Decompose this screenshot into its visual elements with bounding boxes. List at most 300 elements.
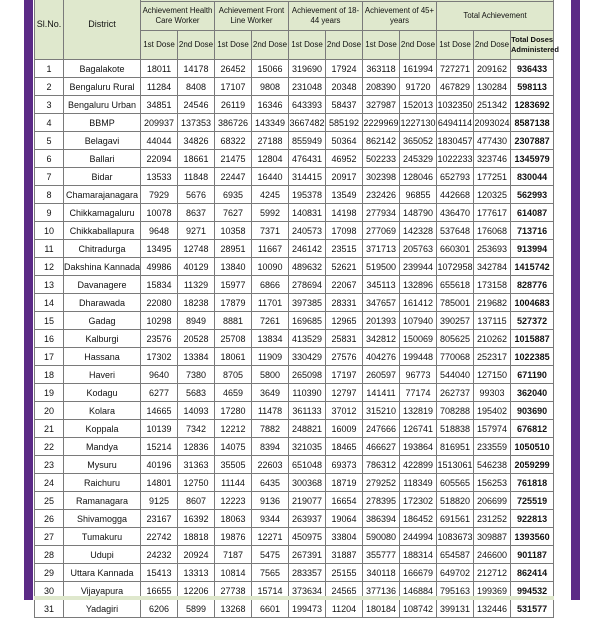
- cell-district: Bidar: [64, 168, 141, 186]
- cell-flw-second: 5475: [252, 546, 289, 564]
- cell-hcw-second: 34826: [178, 132, 215, 150]
- cell-slno: 18: [35, 366, 64, 384]
- cell-age18-second: 18719: [326, 474, 363, 492]
- cell-hcw-second: 18661: [178, 150, 215, 168]
- cell-hcw-second: 18238: [178, 294, 215, 312]
- cell-age45-first: 315210: [363, 402, 400, 420]
- cell-hcw-second: 8637: [178, 204, 215, 222]
- cell-flw-first: 7627: [215, 204, 252, 222]
- cell-age45-first: 180184: [363, 600, 400, 618]
- table-row: [35, 510, 554, 528]
- cell-flw-first: 14075: [215, 438, 252, 456]
- cell-flw-second: 5800: [252, 366, 289, 384]
- table-row: [35, 402, 554, 420]
- cell-hcw-first: 6206: [141, 600, 178, 618]
- cell-hcw-first: 6277: [141, 384, 178, 402]
- cell-flw-first: 17280: [215, 402, 252, 420]
- cell-age18-first: 248821: [289, 420, 326, 438]
- group-total-achievement: Total Achievement: [437, 2, 554, 31]
- cell-total-first: 1513061: [437, 456, 474, 474]
- cell-district: Koppala: [64, 420, 141, 438]
- cell-hcw-second: 11848: [178, 168, 215, 186]
- cell-district: Chamarajanagara: [64, 186, 141, 204]
- cell-age18-second: 11204: [326, 600, 363, 618]
- cell-flw-second: 22603: [252, 456, 289, 474]
- cell-total-second: 120325: [474, 186, 511, 204]
- cell-total-doses: 2307887: [511, 132, 554, 150]
- cell-hcw-second: 5899: [178, 600, 215, 618]
- cell-total-second: 127150: [474, 366, 511, 384]
- cell-hcw-second: 11329: [178, 276, 215, 294]
- cell-age45-first: 862142: [363, 132, 400, 150]
- cell-slno: 8: [35, 186, 64, 204]
- cell-hcw-second: 8607: [178, 492, 215, 510]
- cell-hcw-second: 12836: [178, 438, 215, 456]
- cell-age18-first: 319690: [289, 60, 326, 78]
- cell-total-doses: 531577: [511, 600, 554, 618]
- cell-age45-first: 355777: [363, 546, 400, 564]
- cell-district: Uttara Kannada: [64, 564, 141, 582]
- cell-age18-first: 110390: [289, 384, 326, 402]
- cell-hcw-second: 5676: [178, 186, 215, 204]
- cell-age45-second: 1227130: [400, 114, 437, 132]
- table-row: [35, 366, 554, 384]
- cell-hcw-first: 10298: [141, 312, 178, 330]
- cell-age18-second: 50364: [326, 132, 363, 150]
- cell-flw-first: 10814: [215, 564, 252, 582]
- cell-flw-first: 25708: [215, 330, 252, 348]
- cell-hcw-second: 7342: [178, 420, 215, 438]
- cell-flw-first: 21475: [215, 150, 252, 168]
- cell-total-first: 518838: [437, 420, 474, 438]
- group-18-44-years: Achievement of 18-44 years: [289, 2, 363, 31]
- cell-flw-first: 12212: [215, 420, 252, 438]
- cell-flw-first: 19876: [215, 528, 252, 546]
- cell-age18-second: 33804: [326, 528, 363, 546]
- cell-flw-first: 15977: [215, 276, 252, 294]
- cell-age18-second: 16009: [326, 420, 363, 438]
- table-row: [35, 564, 554, 582]
- cell-flw-second: 11478: [252, 402, 289, 420]
- cell-total-second: 246600: [474, 546, 511, 564]
- cell-age18-first: 278694: [289, 276, 326, 294]
- cell-age18-second: 52621: [326, 258, 363, 276]
- cell-slno: 25: [35, 492, 64, 510]
- cell-total-first: 1083673: [437, 528, 474, 546]
- cell-age18-first: 373634: [289, 582, 326, 600]
- cell-hcw-second: 7380: [178, 366, 215, 384]
- cell-slno: 5: [35, 132, 64, 150]
- cell-flw-first: 11144: [215, 474, 252, 492]
- vaccination-table-container: [34, 0, 559, 614]
- cell-total-first: 544040: [437, 366, 474, 384]
- cell-hcw-first: 9125: [141, 492, 178, 510]
- cell-total-first: 442668: [437, 186, 474, 204]
- cell-hcw-first: 17302: [141, 348, 178, 366]
- table-row: [35, 474, 554, 492]
- cell-age45-first: 278395: [363, 492, 400, 510]
- cell-total-second: 156253: [474, 474, 511, 492]
- total-doses-header: Total Doses Administered: [511, 31, 554, 60]
- first-dose-header: 1st Dose: [363, 31, 400, 60]
- cell-hcw-first: 14801: [141, 474, 178, 492]
- cell-total-doses: 1393560: [511, 528, 554, 546]
- cell-hcw-first: 24232: [141, 546, 178, 564]
- table-row: [35, 132, 554, 150]
- second-dose-header: 2nd Dose: [474, 31, 511, 60]
- cell-total-first: 1830457: [437, 132, 474, 150]
- cell-total-second: 206699: [474, 492, 511, 510]
- table-row: [35, 384, 554, 402]
- cell-flw-second: 12271: [252, 528, 289, 546]
- cell-flw-second: 4245: [252, 186, 289, 204]
- table-row: [35, 258, 554, 276]
- cell-district: Udupi: [64, 546, 141, 564]
- cell-flw-second: 6601: [252, 600, 289, 618]
- cell-total-second: 253693: [474, 240, 511, 258]
- cell-flw-second: 5992: [252, 204, 289, 222]
- cell-total-doses: 1015887: [511, 330, 554, 348]
- first-dose-header: 1st Dose: [289, 31, 326, 60]
- cell-total-second: 219682: [474, 294, 511, 312]
- cell-flw-second: 6866: [252, 276, 289, 294]
- cell-district: Kodagu: [64, 384, 141, 402]
- cell-age45-first: 371713: [363, 240, 400, 258]
- table-body: [35, 60, 554, 618]
- cell-age45-second: 365052: [400, 132, 437, 150]
- cell-hcw-first: 23167: [141, 510, 178, 528]
- cell-total-second: 173158: [474, 276, 511, 294]
- left-border-strip: [24, 0, 33, 600]
- cell-age45-second: 132896: [400, 276, 437, 294]
- cell-total-first: 399131: [437, 600, 474, 618]
- cell-age45-second: 128046: [400, 168, 437, 186]
- cell-total-doses: 922813: [511, 510, 554, 528]
- cell-age45-second: 172302: [400, 492, 437, 510]
- table-row: [35, 114, 554, 132]
- cell-age45-first: 277934: [363, 204, 400, 222]
- cell-district: Dharawada: [64, 294, 141, 312]
- cell-total-doses: 671190: [511, 366, 554, 384]
- cell-age45-first: 302398: [363, 168, 400, 186]
- cell-total-second: 252317: [474, 348, 511, 366]
- cell-age18-first: 265098: [289, 366, 326, 384]
- cell-age18-second: 58437: [326, 96, 363, 114]
- cell-district: Bagalakote: [64, 60, 141, 78]
- cell-age45-second: 150069: [400, 330, 437, 348]
- group-front-line-worker: Achievement Front Line Worker: [215, 2, 289, 31]
- cell-age18-first: 300368: [289, 474, 326, 492]
- cell-flw-second: 7565: [252, 564, 289, 582]
- cell-hcw-first: 10078: [141, 204, 178, 222]
- cell-total-second: 477430: [474, 132, 511, 150]
- cell-total-first: 785001: [437, 294, 474, 312]
- cell-flw-first: 18063: [215, 510, 252, 528]
- cell-age18-second: 20917: [326, 168, 363, 186]
- cell-hcw-first: 11284: [141, 78, 178, 96]
- cell-age18-first: 3667482: [289, 114, 326, 132]
- cell-total-second: 342784: [474, 258, 511, 276]
- cell-hcw-first: 15834: [141, 276, 178, 294]
- cell-age45-second: 205763: [400, 240, 437, 258]
- cell-age18-first: 397385: [289, 294, 326, 312]
- cell-district: Chikkamagaluru: [64, 204, 141, 222]
- cell-age18-first: 321035: [289, 438, 326, 456]
- cell-total-second: 199369: [474, 582, 511, 600]
- cell-age18-second: 23515: [326, 240, 363, 258]
- cell-age45-first: 345113: [363, 276, 400, 294]
- cell-flw-first: 28951: [215, 240, 252, 258]
- cell-total-doses: 725519: [511, 492, 554, 510]
- cell-slno: 16: [35, 330, 64, 348]
- cell-total-doses: 676812: [511, 420, 554, 438]
- cell-age18-second: 22067: [326, 276, 363, 294]
- cell-age45-second: 118349: [400, 474, 437, 492]
- cell-age45-second: 245329: [400, 150, 437, 168]
- cell-total-doses: 1415742: [511, 258, 554, 276]
- cell-total-second: 210262: [474, 330, 511, 348]
- cell-total-second: 177617: [474, 204, 511, 222]
- cell-age45-first: 141411: [363, 384, 400, 402]
- cell-hcw-first: 18011: [141, 60, 178, 78]
- cell-age18-first: 246142: [289, 240, 326, 258]
- cell-flw-second: 15066: [252, 60, 289, 78]
- cell-total-doses: 1004683: [511, 294, 554, 312]
- cell-age45-second: 161994: [400, 60, 437, 78]
- cell-total-second: 176068: [474, 222, 511, 240]
- first-dose-header: 1st Dose: [437, 31, 474, 60]
- cell-hcw-first: 15214: [141, 438, 178, 456]
- cell-district: Mysuru: [64, 456, 141, 474]
- cell-age18-second: 18465: [326, 438, 363, 456]
- cell-total-doses: 913994: [511, 240, 554, 258]
- cell-flw-first: 12223: [215, 492, 252, 510]
- cell-slno: 12: [35, 258, 64, 276]
- cell-flw-second: 7371: [252, 222, 289, 240]
- cell-slno: 2: [35, 78, 64, 96]
- cell-slno: 24: [35, 474, 64, 492]
- cell-total-doses: 1345979: [511, 150, 554, 168]
- cell-district: Yadagiri: [64, 600, 141, 618]
- cell-district: Haveri: [64, 366, 141, 384]
- cell-age45-first: 590080: [363, 528, 400, 546]
- cell-age18-first: 413529: [289, 330, 326, 348]
- cell-total-second: 233559: [474, 438, 511, 456]
- cell-flw-first: 7187: [215, 546, 252, 564]
- cell-age45-second: 188314: [400, 546, 437, 564]
- cell-age45-first: 466627: [363, 438, 400, 456]
- cell-hcw-first: 44044: [141, 132, 178, 150]
- cell-age18-second: 25831: [326, 330, 363, 348]
- cell-age45-second: 142328: [400, 222, 437, 240]
- first-dose-header: 1st Dose: [215, 31, 252, 60]
- cell-age45-first: 502233: [363, 150, 400, 168]
- cell-total-second: 2093024: [474, 114, 511, 132]
- cell-district: Kalburgi: [64, 330, 141, 348]
- cell-age18-first: 263937: [289, 510, 326, 528]
- cell-flw-second: 11701: [252, 294, 289, 312]
- cell-age45-first: 347657: [363, 294, 400, 312]
- cell-district: Bengaluru Urban: [64, 96, 141, 114]
- cell-age45-first: 519500: [363, 258, 400, 276]
- cell-total-first: 605565: [437, 474, 474, 492]
- cell-age45-first: 208390: [363, 78, 400, 96]
- cell-hcw-second: 12206: [178, 582, 215, 600]
- cell-flw-second: 7261: [252, 312, 289, 330]
- cell-age45-first: 260597: [363, 366, 400, 384]
- cell-age18-first: 489632: [289, 258, 326, 276]
- cell-slno: 26: [35, 510, 64, 528]
- cell-hcw-first: 7929: [141, 186, 178, 204]
- cell-age18-first: 267391: [289, 546, 326, 564]
- cell-flw-second: 143349: [252, 114, 289, 132]
- cell-age18-second: 31887: [326, 546, 363, 564]
- cell-age45-second: 108742: [400, 600, 437, 618]
- cell-slno: 11: [35, 240, 64, 258]
- cell-hcw-second: 31363: [178, 456, 215, 474]
- cell-age18-second: 37012: [326, 402, 363, 420]
- cell-age18-second: 17924: [326, 60, 363, 78]
- cell-flw-first: 68322: [215, 132, 252, 150]
- cell-age18-second: 19064: [326, 510, 363, 528]
- table-row: [35, 222, 554, 240]
- cell-slno: 9: [35, 204, 64, 222]
- cell-age45-first: 279252: [363, 474, 400, 492]
- cell-flw-first: 35505: [215, 456, 252, 474]
- cell-age45-second: 239944: [400, 258, 437, 276]
- cell-total-doses: 828776: [511, 276, 554, 294]
- cell-total-first: 816951: [437, 438, 474, 456]
- cell-flw-second: 11909: [252, 348, 289, 366]
- table-row: [35, 438, 554, 456]
- cell-age45-first: 404276: [363, 348, 400, 366]
- cell-total-second: 309887: [474, 528, 511, 546]
- table-row: [35, 168, 554, 186]
- cell-age18-second: 17197: [326, 366, 363, 384]
- cell-flw-second: 11667: [252, 240, 289, 258]
- cell-flw-second: 8394: [252, 438, 289, 456]
- cell-age18-first: 330429: [289, 348, 326, 366]
- cell-total-doses: 862414: [511, 564, 554, 582]
- table-row: [35, 348, 554, 366]
- cell-flw-second: 15714: [252, 582, 289, 600]
- cell-slno: 30: [35, 582, 64, 600]
- cell-age45-second: 96773: [400, 366, 437, 384]
- cell-flw-second: 7882: [252, 420, 289, 438]
- cell-age18-first: 651048: [289, 456, 326, 474]
- cell-flw-first: 13268: [215, 600, 252, 618]
- cell-total-doses: 8587138: [511, 114, 554, 132]
- cell-slno: 1: [35, 60, 64, 78]
- cell-slno: 7: [35, 168, 64, 186]
- cell-total-second: 99303: [474, 384, 511, 402]
- table-row: [35, 78, 554, 96]
- cell-age45-first: 277069: [363, 222, 400, 240]
- table-row: [35, 96, 554, 114]
- cell-hcw-second: 24546: [178, 96, 215, 114]
- cell-hcw-first: 40196: [141, 456, 178, 474]
- cell-age18-second: 27576: [326, 348, 363, 366]
- cell-district: Hassana: [64, 348, 141, 366]
- cell-total-doses: 830044: [511, 168, 554, 186]
- cell-total-second: 546238: [474, 456, 511, 474]
- cell-age45-second: 161412: [400, 294, 437, 312]
- cell-district: Tumakuru: [64, 528, 141, 546]
- cell-district: Gadag: [64, 312, 141, 330]
- cell-total-first: 467829: [437, 78, 474, 96]
- table-footer-strip: [34, 596, 554, 600]
- cell-district: Chitradurga: [64, 240, 141, 258]
- slno-header: Sl.No.: [35, 0, 64, 60]
- cell-slno: 21: [35, 420, 64, 438]
- cell-slno: 17: [35, 348, 64, 366]
- cell-flw-first: 4659: [215, 384, 252, 402]
- cell-total-second: 195402: [474, 402, 511, 420]
- cell-age45-second: 146884: [400, 582, 437, 600]
- table-header: [35, 0, 559, 60]
- district-header: District: [64, 0, 141, 60]
- table-row: [35, 492, 554, 510]
- cell-age18-second: 69373: [326, 456, 363, 474]
- table-row: [35, 420, 554, 438]
- table-row: [35, 204, 554, 222]
- cell-hcw-second: 18818: [178, 528, 215, 546]
- cell-slno: 27: [35, 528, 64, 546]
- cell-hcw-second: 12748: [178, 240, 215, 258]
- cell-hcw-second: 14178: [178, 60, 215, 78]
- cell-hcw-first: 209937: [141, 114, 178, 132]
- cell-slno: 22: [35, 438, 64, 456]
- cell-total-first: 652793: [437, 168, 474, 186]
- cell-slno: 19: [35, 384, 64, 402]
- cell-hcw-second: 13313: [178, 564, 215, 582]
- cell-age18-first: 219077: [289, 492, 326, 510]
- cell-slno: 13: [35, 276, 64, 294]
- cell-total-first: 805625: [437, 330, 474, 348]
- cell-age18-first: 169685: [289, 312, 326, 330]
- cell-age45-first: 247666: [363, 420, 400, 438]
- cell-total-doses: 903690: [511, 402, 554, 420]
- cell-hcw-first: 15413: [141, 564, 178, 582]
- cell-total-doses: 2059299: [511, 456, 554, 474]
- cell-hcw-first: 9648: [141, 222, 178, 240]
- cell-district: Ramanagara: [64, 492, 141, 510]
- cell-hcw-second: 8408: [178, 78, 215, 96]
- cell-total-doses: 936433: [511, 60, 554, 78]
- cell-district: BBMP: [64, 114, 141, 132]
- cell-hcw-first: 9640: [141, 366, 178, 384]
- cell-flw-first: 26119: [215, 96, 252, 114]
- cell-hcw-first: 22094: [141, 150, 178, 168]
- cell-age18-second: 17098: [326, 222, 363, 240]
- cell-total-first: 770068: [437, 348, 474, 366]
- cell-age18-first: 450975: [289, 528, 326, 546]
- second-dose-header: 2nd Dose: [178, 31, 215, 60]
- cell-hcw-second: 14093: [178, 402, 215, 420]
- cell-slno: 4: [35, 114, 64, 132]
- cell-total-first: 518820: [437, 492, 474, 510]
- table-row: [35, 330, 554, 348]
- cell-total-doses: 598113: [511, 78, 554, 96]
- cell-total-second: 231252: [474, 510, 511, 528]
- cell-age45-first: 201393: [363, 312, 400, 330]
- cell-age18-second: 28331: [326, 294, 363, 312]
- vaccination-table: [34, 0, 559, 618]
- cell-age18-second: 25155: [326, 564, 363, 582]
- cell-hcw-second: 5683: [178, 384, 215, 402]
- cell-total-first: 436470: [437, 204, 474, 222]
- cell-district: Ballari: [64, 150, 141, 168]
